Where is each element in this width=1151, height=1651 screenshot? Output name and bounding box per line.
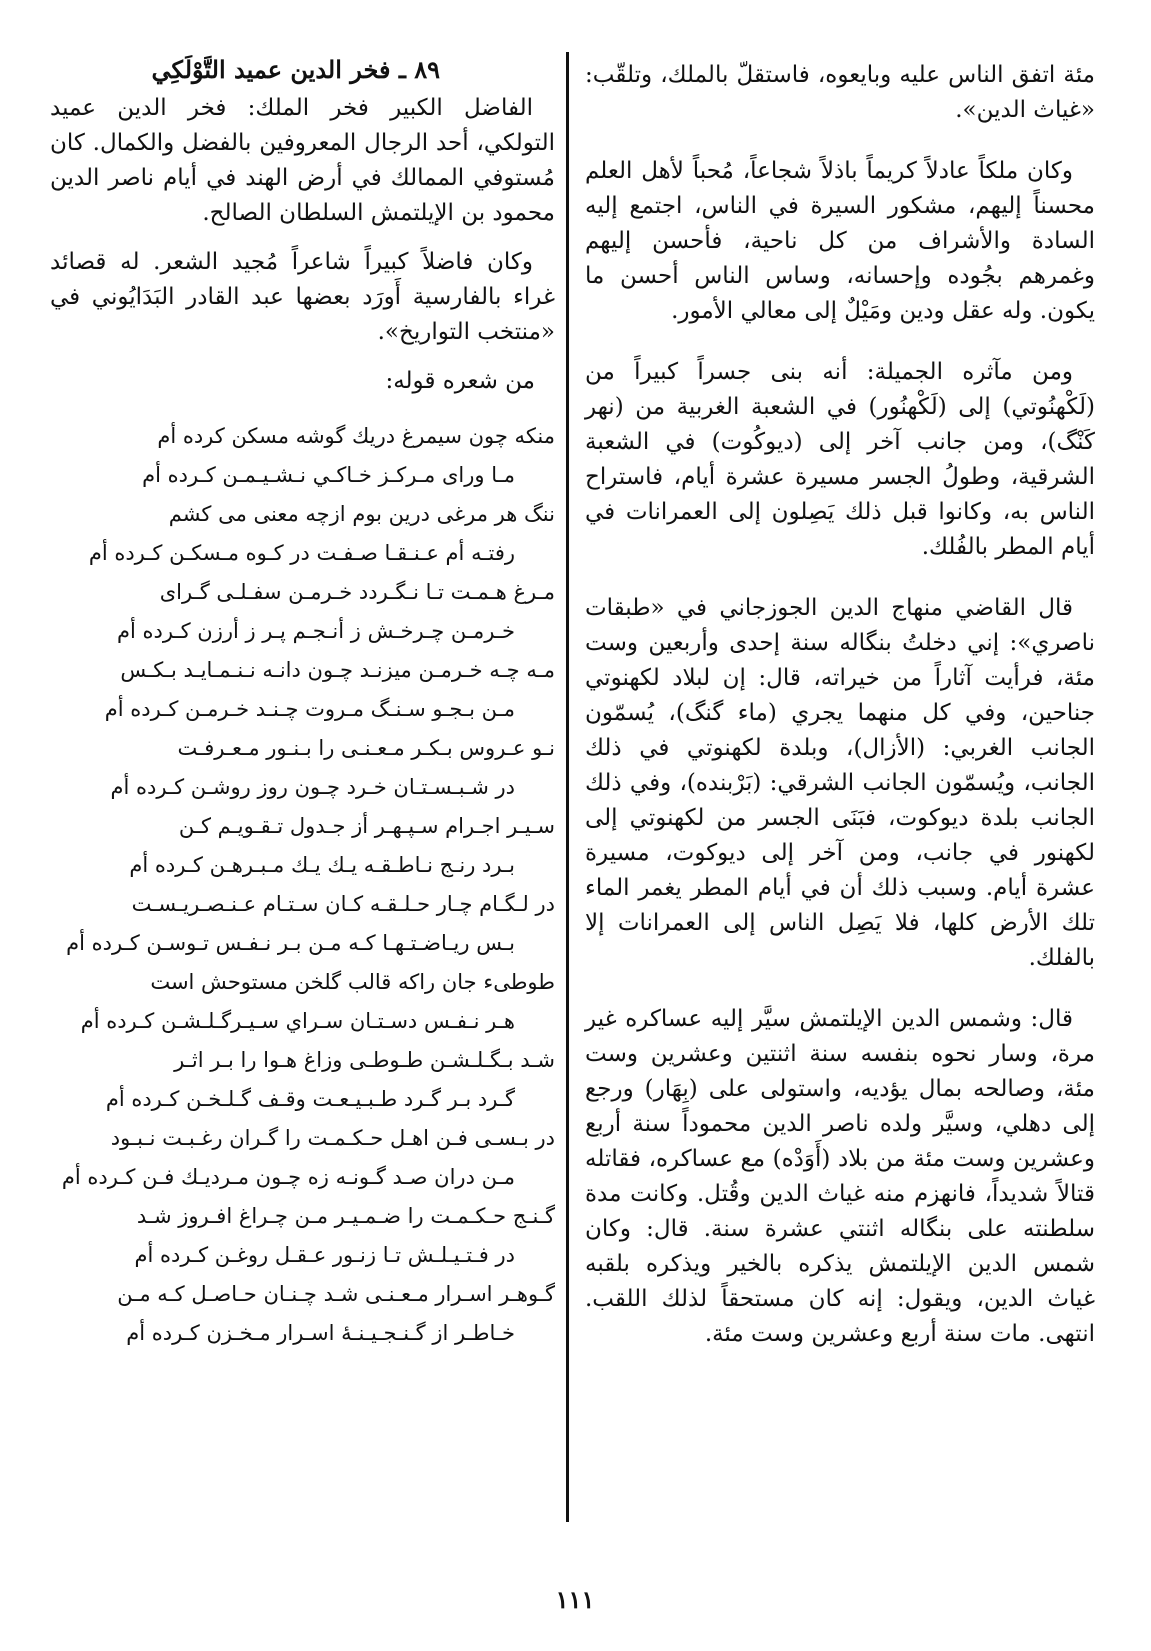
paragraph: ومن مآثره الجميلة: أنه بنى جسراً كبيراً من (لَكْهنُوتي) إلى (لَكْهنُور) في الشعبة الغربية من (نهر كَنْگ)، ومن جانب آخر إلى (ديوكُوت) في الشعبة الشرقية، وطولُ الجسر مسيرة عشرة أيام، فاستراح الناس به، وكانوا قبل ذلك يَصِلون إلى العمرانات في أيام المطر بالفُلك. bbox=[585, 359, 1095, 560]
verse-line: مـن دران صـد گـونـه زه چـون مـرديـك فـن كـرده أم bbox=[61, 1165, 515, 1189]
verse-line: مـا وراى مـركـز خـاكـي نـشـيـمـن كـرده أم bbox=[142, 463, 515, 487]
verse-line: خـاطـر از گـنـجـيـنـهٔ اسـرار مـخـزن كـرده أم bbox=[126, 1321, 515, 1345]
paragraph: الفاضل الكبير فخر الملك: فخر الدين عميد التولكي، أحد الرجال المعروفين بالفضل والكمال. كان مُستوفي الممالك في أرض الهند في أيام ناصر الدين محمود بن الإيلتمش السلطان الصالح. bbox=[50, 95, 555, 226]
verse-line: گـنـج حـكـمـت را ضـمـيـر مـن چـراغ افـروز شـد bbox=[136, 1204, 555, 1228]
page-number: ١١١ bbox=[555, 1585, 595, 1614]
verse-line: رفتـه أم عـنـقـا صـفـت در كـوه مـسكـن كـرده أم bbox=[88, 541, 515, 565]
verse-line: مـه چـه خـرمـن ميزنـد چـون دانـه نـنـمـايـد بـكـس bbox=[120, 658, 555, 682]
verse-line: شـد بـگـلـشـن طـوطـى وزاغ هـوا را بـر اثـر bbox=[174, 1048, 555, 1072]
poem bbox=[50, 417, 555, 1353]
verse-line: ننگ هر مرغى درين بوم ازچه معنى مى كشم bbox=[168, 502, 555, 526]
verse-line: خـرمـن چـرخـش ز أنـجـم پـر ز أرزن كـرده أم bbox=[117, 619, 515, 643]
paragraph: قال القاضي منهاج الدين الجوزجاني في «طبقات ناصري»: إني دخلتُ بنگاله سنة إحدى وأربعين وست مئة، فرأيت آثاراً من خيراته، قال: إن لبلاد لكهنوتي جناحين، وفي كل منهما يجري (ماء گنگ)، يُسمّون الجانب الغربي: (الأزال)، وبلدة لكهنوتي في ذلك الجانب، ويُسمّون الجانب الشرقي: (بَرْبنده)، وفي ذلك الجانب بلدة ديوكوت، فبَنَى الجسر من لكهنوتي إلى لكهنور في جانب، ومن آخر إلى ديوكوت، مسيرة عشرة أيام. وسبب ذلك أن في أيام المطر يغمر الماء تلك الأرض كلها، فلا يَصِل الناس إلى العمرانات إلا بالفلك. bbox=[585, 595, 1095, 971]
paragraph: مئة اتفق الناس عليه وبايعوه، فاستقلّ بالملك، وتلقّب: «غياث الدين». bbox=[585, 62, 1095, 123]
verse-line: در شـبـسـتـان خـرد چـون روز روشـن كـرده أم bbox=[110, 775, 515, 799]
right-column bbox=[585, 58, 1095, 1366]
verse-line: منكه چون سيمرغ دريك گوشه مسكن كرده أم bbox=[157, 424, 555, 448]
verse-line: نـو عـروس بـكـر مـعـنـى را بـنـور مـعـرفـت bbox=[177, 736, 555, 760]
verse-line: بـس ريـاضـتـهـا كـه مـن بـر نـفـس تـوسـن كـرده أم bbox=[66, 931, 515, 955]
verse-line: سـيـر اجـرام سـپـهـر أز جـدول تـقـويـم كـن bbox=[178, 814, 555, 838]
verse-line: در بـسـى فـن اهـل حـكـمـت را گـران رغـبـت نـبـود bbox=[110, 1126, 555, 1150]
verse-line: گـرد بـر گـرد طـبـيـعـت وقـف گـلـخـن كـرده أم bbox=[105, 1087, 515, 1111]
paragraph: قال: وشمس الدين الإيلتمش سيَّر إليه عساكره غير مرة، وسار نحوه بنفسه سنة اثنتين وعشرين وست مئة، وصالحه بمال يؤديه، واستولى على (بِهَار) ورجع إلى دهلي، وسيَّر ولده ناصر الدين محموداً سنة أربع وعشرين وست مئة من بلاد (أَوَدْه) مع عساكره، فقاتله قتالاً شديداً، فانهزم منه غياث الدين وقُتل. وكانت مدة سلطنته على بنگاله اثنتي عشرة سنة. قال: وكان شمس الدين الإيلتمش يذكره بالخير ويذكره بلقبه غياث الدين، ويقول: إنه كان مستحقاً لذلك اللقب. انتهى. مات سنة أربع وعشرين وست مئة. bbox=[585, 1006, 1095, 1347]
verse-line: گـوهـر اسـرار مـعـنـى شـد چـنـان حـاصـل كـه مـن bbox=[117, 1282, 555, 1306]
poem-intro: من شعره قوله: bbox=[385, 368, 535, 394]
verse-line: در فـتـيـلـش تـا زنـور عـقـل روغـن كـرده أم bbox=[134, 1243, 515, 1267]
verse-line: مـن بـجـو سـنـگ مـروت چـنـد خـرمـن كـرده أم bbox=[104, 697, 515, 721]
paragraph: وكان فاضلاً كبيراً شاعراً مُجيد الشعر. له قصائد غراء بالفارسية أَورَد بعضها عبد القادر البَدَايُوني في «منتخب التواريخ». bbox=[50, 249, 555, 345]
entry-heading: ٨٩ ـ فخر الدين عميد التَّوْلَكِي bbox=[151, 55, 440, 84]
verse-line: طوطىء جان راكه قالب گلخن مستوحش است bbox=[150, 970, 555, 994]
verse-line: مـرغ هـمـت تـا نـگـردد خـرمـن سفـلـى گـراى bbox=[159, 580, 555, 604]
left-column bbox=[50, 52, 555, 1353]
paragraph: وكان ملكاً عادلاً كريماً باذلاً شجاعاً، مُحباً لأهل العلم محسناً إليهم، مشكور السيرة في الناس، اجتمع إليه السادة والأشراف من كل ناحية، فأحسن إليهم وغمرهم بجُوده وإحسانه، وساس الناس أحسن ما يكون. وله عقل ودين ومَيْلٌ إلى معالي الأمور. bbox=[585, 158, 1095, 324]
verse-line: در لـگـام چـار حـلـقـه كـان سـتـام عـنـصـريـسـت bbox=[131, 892, 555, 916]
verse-line: هـر نـفـس دسـتـان سـراي سـيـرگـلـشـن كـرده أم bbox=[80, 1009, 515, 1033]
column-divider bbox=[566, 52, 569, 1522]
verse-line: بـرد رنـج نـاطـقـه يـك يـك مـبـرهـن كـرده أم bbox=[129, 853, 515, 877]
